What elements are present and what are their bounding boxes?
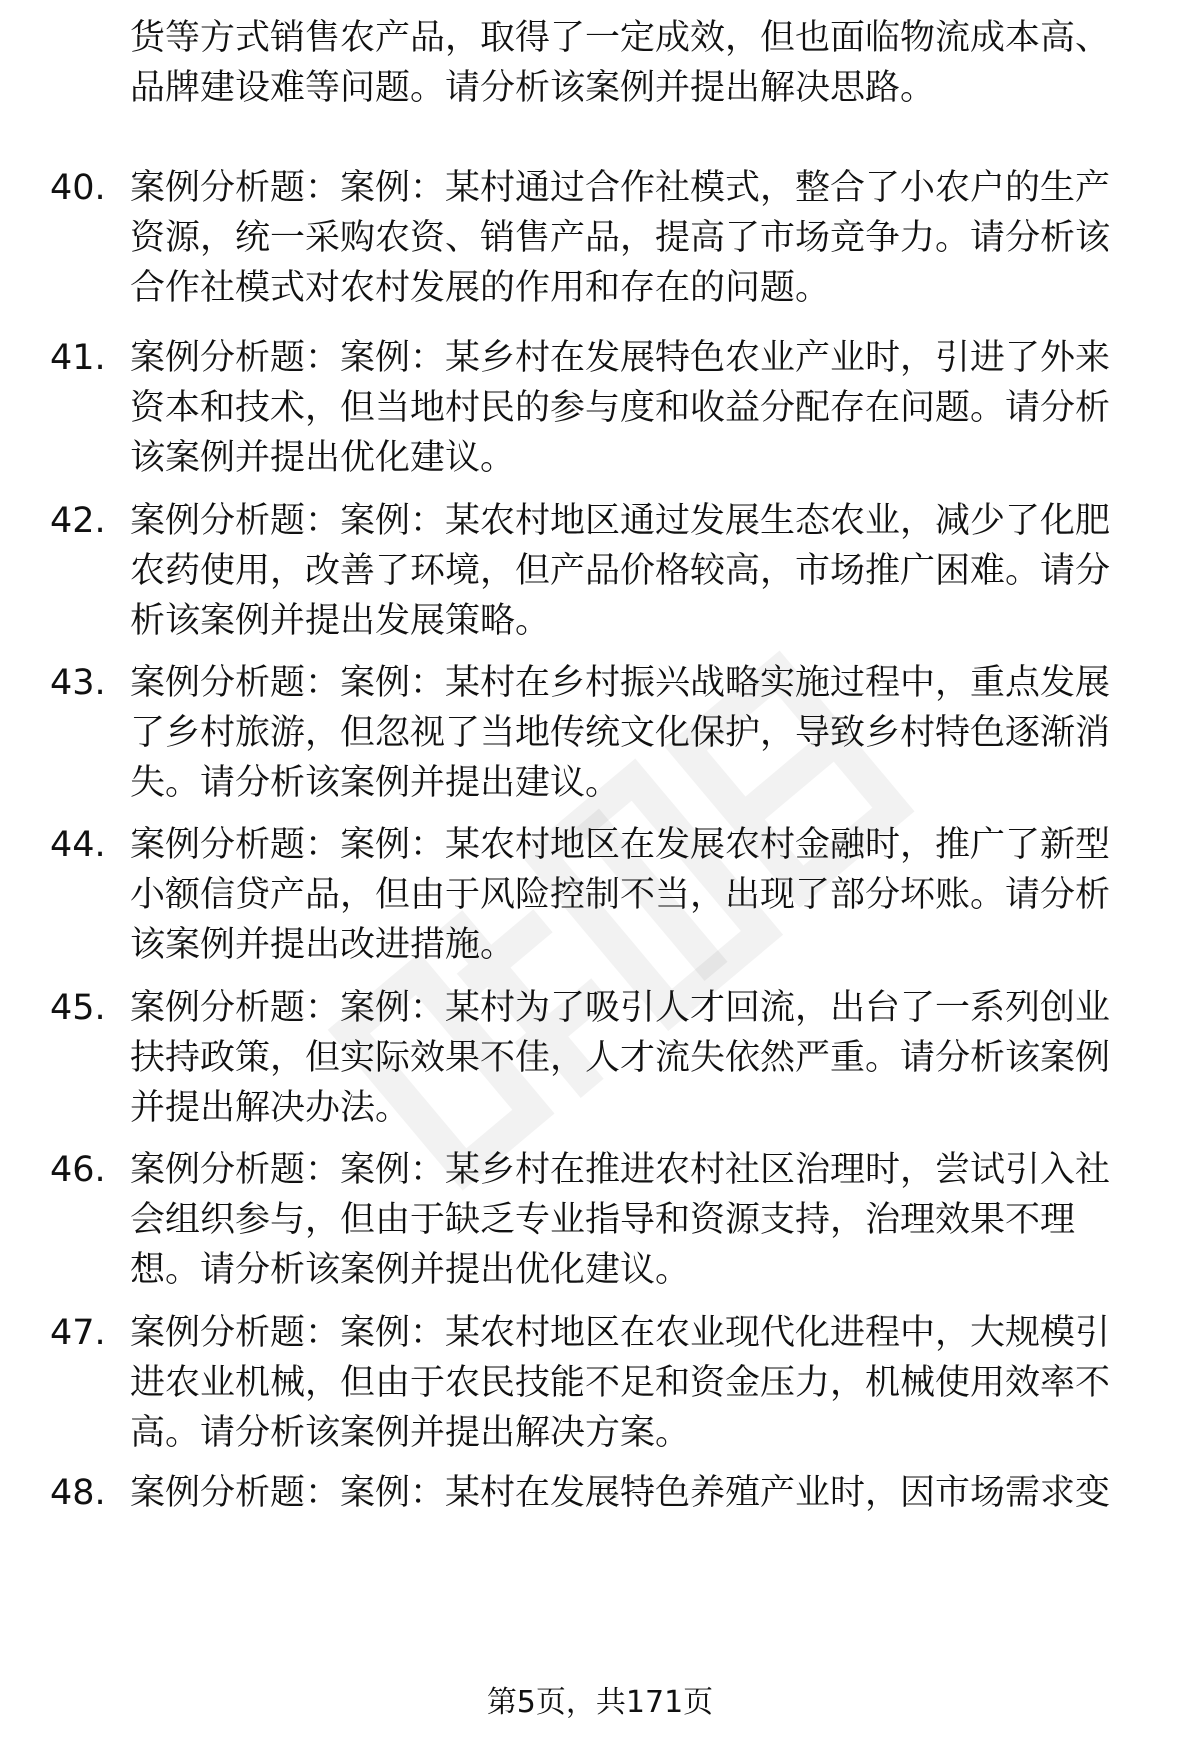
question-number: 43. [50, 663, 106, 703]
question-number: 44. [50, 825, 106, 865]
page-footer: 第5页，共171页 [486, 1685, 714, 1720]
question-text: 案例分析题：案例：某村为了吸引人才回流，出台了一系列创业 扶持政策，但实际效果不佳，人才流失依然严重。请分析该案例 并提出解决办法。 [130, 988, 1111, 1128]
question-number: 46. [50, 1150, 106, 1190]
question-text: 案例分析题：案例：某乡村在发展特色农业产业时，引进了外来 资本和技术，但当地村民的参与度和收益分配存在问题。请分析 该案例并提出优化建议。 [130, 338, 1111, 478]
question-number: 47. [50, 1313, 106, 1353]
question-number: 40. [50, 168, 106, 208]
question-text: 案例分析题：案例：某乡村在推进农村社区治理时，尝试引入社 会组织参与，但由于缺乏专业指导和资源支持，治理效果不理 想。请分析该案例并提出优化建议。 [130, 1150, 1111, 1290]
question-number: 48. [50, 1473, 106, 1513]
question-number: 45. [50, 988, 106, 1028]
continued-question-text: 货等方式销售农产品，取得了一定成效，但也面临物流成本高、 品牌建设难等问题。请分析该案例并提出解决思路。 [130, 18, 1111, 108]
question-text: 案例分析题：案例：某村在发展特色养殖产业时，因市场需求变 [130, 1473, 1111, 1513]
question-number: 41. [50, 338, 106, 378]
question-text: 案例分析题：案例：某农村地区通过发展生态农业，减少了化肥 农药使用，改善了环境，但产品价格较高，市场推广困难。请分 析该案例并提出发展策略。 [130, 501, 1111, 641]
question-text: 案例分析题：案例：某村在乡村振兴战略实施过程中，重点发展 了乡村旅游，但忽视了当地传统文化保护，导致乡村特色逐渐消 失。请分析该案例并提出建议。 [130, 663, 1111, 803]
question-text: 案例分析题：案例：某农村地区在农业现代化进程中，大规模引 进农业机械，但由于农民技能不足和资金压力，机械使用效率不 高。请分析该案例并提出解决方案。 [130, 1313, 1111, 1453]
question-text: 案例分析题：案例：某农村地区在发展农村金融时，推广了新型 小额信贷产品，但由于风险控制不当，出现了部分坏账。请分析 该案例并提出改进措施。 [130, 825, 1111, 965]
question-text: 案例分析题：案例：某村通过合作社模式，整合了小农户的生产 资源，统一采购农资、销售产品，提高了市场竞争力。请分析该 合作社模式对农村发展的作用和存在的问题。 [130, 168, 1111, 308]
question-number: 42. [50, 501, 106, 541]
